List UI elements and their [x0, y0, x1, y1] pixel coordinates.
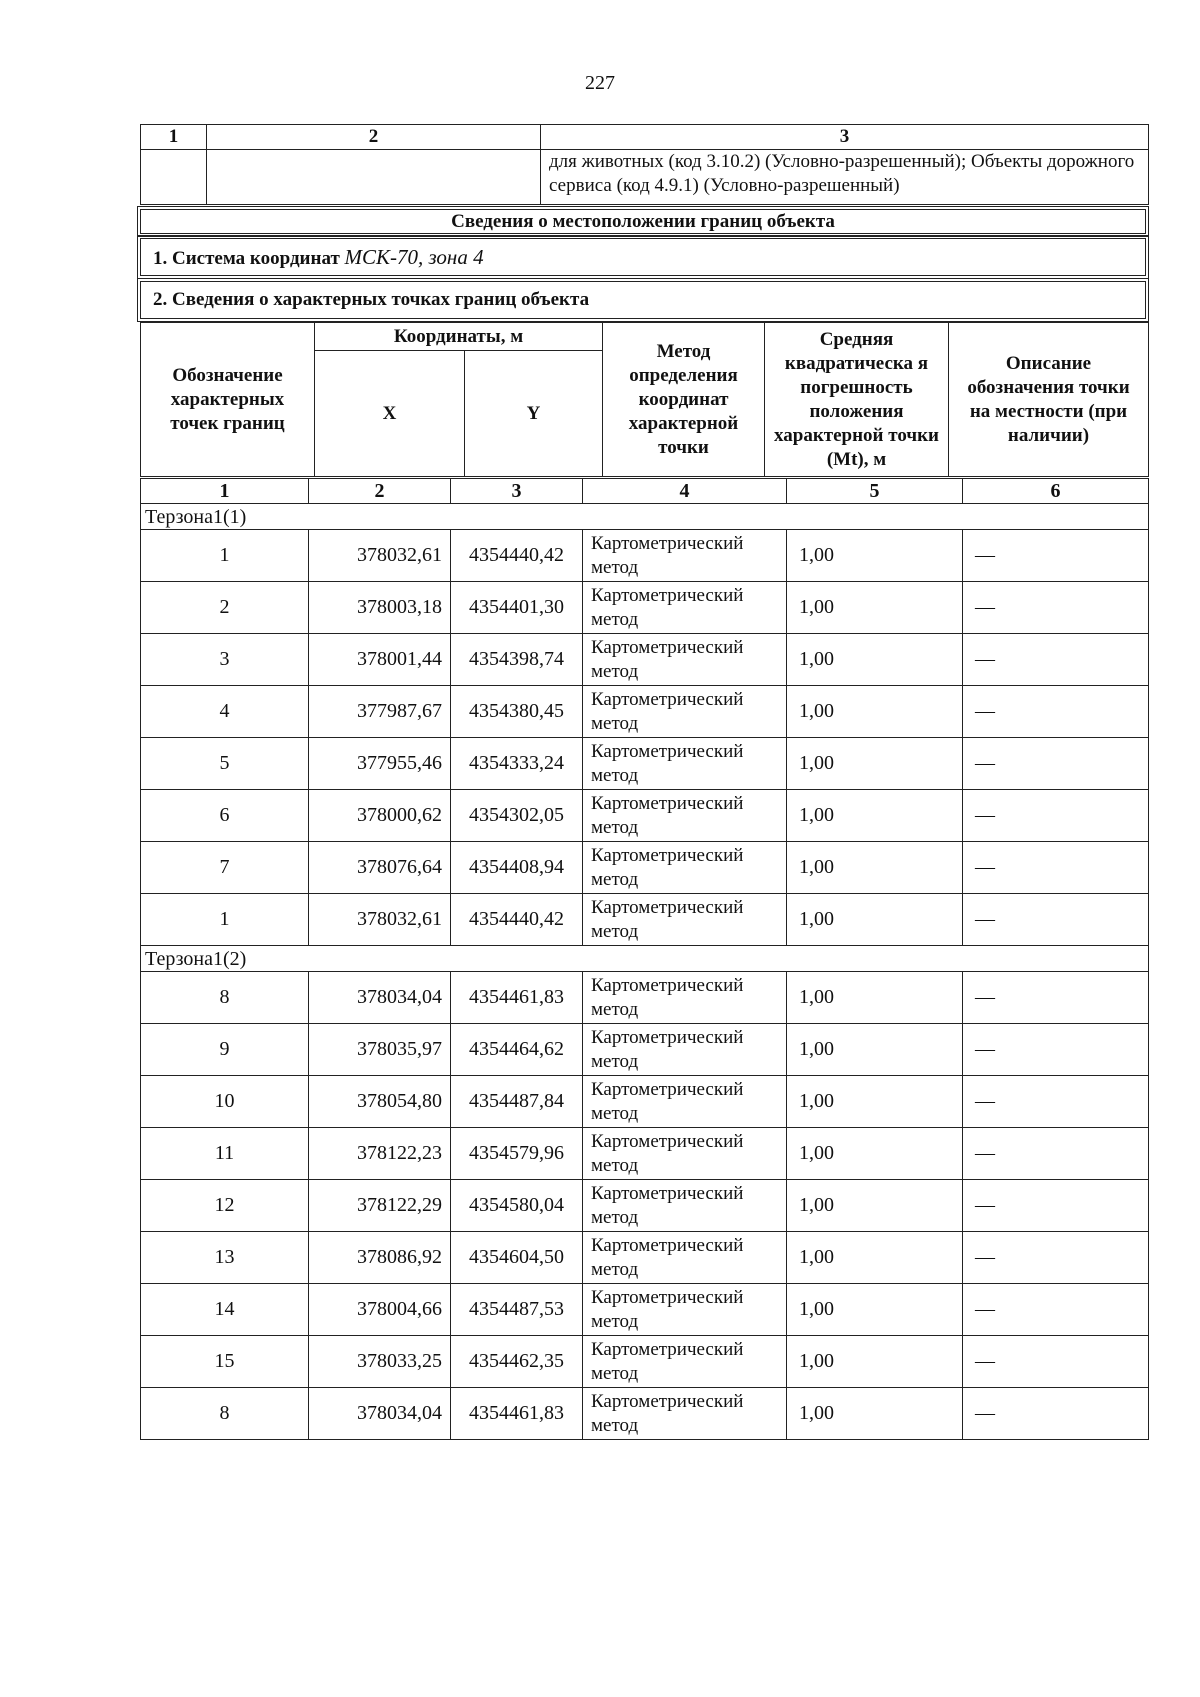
continuation-cell-3: для животных (код 3.10.2) (Условно-разрешенный); Объекты дорожного сервиса (код 4.9.1) (Условно-разрешенный)	[541, 150, 1149, 205]
coord-y: 4354487,53	[451, 1284, 583, 1336]
coord-y: 4354462,35	[451, 1336, 583, 1388]
table-row	[141, 582, 1149, 634]
method-cell: Картометрический метод	[583, 1284, 787, 1336]
coord-x: 378122,29	[309, 1180, 451, 1232]
col-error-header: Средняя квадратическа я погрешность положения характерной точки (Mt), м	[765, 323, 949, 477]
point-number: 6	[141, 790, 309, 842]
group-name: Терзона1(1)	[141, 504, 1149, 530]
error-cell: 1,00	[787, 1232, 963, 1284]
col-method-header: Метод определения координат характерной точки	[603, 323, 765, 477]
point-number: 1	[141, 530, 309, 582]
description-cell: —	[963, 1336, 1149, 1388]
description-cell: —	[963, 1388, 1149, 1440]
coord-y: 4354440,42	[451, 894, 583, 946]
error-cell: 1,00	[787, 1180, 963, 1232]
description-cell: —	[963, 842, 1149, 894]
coord-y: 4354579,96	[451, 1128, 583, 1180]
column-number: 1	[141, 479, 309, 504]
method-cell: Картометрический метод	[583, 1232, 787, 1284]
continuation-header-row	[141, 125, 1149, 150]
column-numbers-row	[141, 479, 1149, 504]
point-number: 7	[141, 842, 309, 894]
description-cell: —	[963, 738, 1149, 790]
table-row	[141, 1180, 1149, 1232]
table-row	[141, 1024, 1149, 1076]
method-cell: Картометрический метод	[583, 972, 787, 1024]
error-cell: 1,00	[787, 634, 963, 686]
page-number: 227	[585, 72, 615, 94]
continuation-header-2: 2	[207, 125, 541, 150]
coord-y: 4354408,94	[451, 842, 583, 894]
coord-x: 377987,67	[309, 686, 451, 738]
table-row	[141, 842, 1149, 894]
coord-system-value: МСК-70, зона 4	[344, 245, 484, 269]
group-name: Терзона1(2)	[141, 946, 1149, 972]
error-cell: 1,00	[787, 1024, 963, 1076]
coord-y: 4354487,84	[451, 1076, 583, 1128]
coord-x: 378032,61	[309, 530, 451, 582]
column-number: 5	[787, 479, 963, 504]
method-cell: Картометрический метод	[583, 1076, 787, 1128]
description-cell: —	[963, 1076, 1149, 1128]
point-number: 13	[141, 1232, 309, 1284]
method-cell: Картометрический метод	[583, 894, 787, 946]
coord-x: 378004,66	[309, 1284, 451, 1336]
description-cell: —	[963, 530, 1149, 582]
error-cell: 1,00	[787, 972, 963, 1024]
description-cell: —	[963, 790, 1149, 842]
description-cell: —	[963, 894, 1149, 946]
error-cell: 1,00	[787, 894, 963, 946]
error-cell: 1,00	[787, 1388, 963, 1440]
method-cell: Картометрический метод	[583, 530, 787, 582]
column-number: 4	[583, 479, 787, 504]
table-row	[141, 686, 1149, 738]
method-cell: Картометрический метод	[583, 842, 787, 894]
coord-x: 378033,25	[309, 1336, 451, 1388]
coord-x: 378035,97	[309, 1024, 451, 1076]
point-number: 12	[141, 1180, 309, 1232]
continuation-header-3: 3	[541, 125, 1149, 150]
error-cell: 1,00	[787, 530, 963, 582]
table-row	[141, 894, 1149, 946]
coord-x: 378076,64	[309, 842, 451, 894]
coord-x: 378054,80	[309, 1076, 451, 1128]
point-number: 9	[141, 1024, 309, 1076]
method-cell: Картометрический метод	[583, 1180, 787, 1232]
description-cell: —	[963, 1128, 1149, 1180]
col-y-header: Y	[465, 351, 603, 477]
description-cell: —	[963, 1024, 1149, 1076]
point-number: 8	[141, 972, 309, 1024]
table-row	[141, 1284, 1149, 1336]
method-cell: Картометрический метод	[583, 1388, 787, 1440]
table-row	[141, 738, 1149, 790]
col-designation-header: Обозначение характерных точек границ	[141, 323, 315, 477]
coord-y: 4354401,30	[451, 582, 583, 634]
group-row	[141, 946, 1149, 972]
coord-y: 4354333,24	[451, 738, 583, 790]
coord-y: 4354398,74	[451, 634, 583, 686]
points-title: 2. Сведения о характерных точках границ объекта	[140, 281, 1146, 319]
table-row	[141, 1336, 1149, 1388]
error-cell: 1,00	[787, 738, 963, 790]
point-number: 15	[141, 1336, 309, 1388]
description-cell: —	[963, 582, 1149, 634]
coord-y: 4354580,04	[451, 1180, 583, 1232]
description-cell: —	[963, 1284, 1149, 1336]
coord-y: 4354440,42	[451, 530, 583, 582]
continuation-table	[140, 124, 1149, 205]
method-cell: Картометрический метод	[583, 1128, 787, 1180]
method-cell: Картометрический метод	[583, 1024, 787, 1076]
continuation-cell-2	[207, 150, 541, 205]
table-row	[141, 634, 1149, 686]
point-number: 2	[141, 582, 309, 634]
coord-x: 378086,92	[309, 1232, 451, 1284]
coord-y: 4354461,83	[451, 1388, 583, 1440]
point-number: 1	[141, 894, 309, 946]
error-cell: 1,00	[787, 1284, 963, 1336]
points-table	[140, 478, 1149, 1440]
point-number: 3	[141, 634, 309, 686]
coord-y: 4354604,50	[451, 1232, 583, 1284]
method-cell: Картометрический метод	[583, 582, 787, 634]
point-number: 5	[141, 738, 309, 790]
coord-system-row	[140, 238, 1146, 276]
continuation-header-1: 1	[141, 125, 207, 150]
error-cell: 1,00	[787, 686, 963, 738]
point-number: 8	[141, 1388, 309, 1440]
coord-x: 378001,44	[309, 634, 451, 686]
table-row	[141, 1388, 1149, 1440]
point-number: 4	[141, 686, 309, 738]
coord-x: 377955,46	[309, 738, 451, 790]
coord-x: 378003,18	[309, 582, 451, 634]
description-cell: —	[963, 972, 1149, 1024]
coord-system-label: 1. Система координат	[153, 248, 340, 269]
method-cell: Картометрический метод	[583, 686, 787, 738]
table-row	[141, 1076, 1149, 1128]
error-cell: 1,00	[787, 582, 963, 634]
description-cell: —	[963, 1232, 1149, 1284]
col-coordinates-header: Координаты, м	[315, 323, 603, 351]
coord-x: 378032,61	[309, 894, 451, 946]
method-cell: Картометрический метод	[583, 738, 787, 790]
coord-y: 4354464,62	[451, 1024, 583, 1076]
method-cell: Картометрический метод	[583, 1336, 787, 1388]
error-cell: 1,00	[787, 1128, 963, 1180]
point-number: 10	[141, 1076, 309, 1128]
group-row	[141, 504, 1149, 530]
point-number: 14	[141, 1284, 309, 1336]
coord-y: 4354380,45	[451, 686, 583, 738]
col-description-header: Описание обозначения точки на местности (при наличии)	[949, 323, 1149, 477]
col-x-header: X	[315, 351, 465, 477]
description-cell: —	[963, 686, 1149, 738]
section-title: Сведения о местоположении границ объекта	[140, 209, 1146, 234]
columns-header-table	[140, 322, 1149, 477]
column-number: 2	[309, 479, 451, 504]
description-cell: —	[963, 1180, 1149, 1232]
table-row	[141, 530, 1149, 582]
coord-x: 378122,23	[309, 1128, 451, 1180]
continuation-cell-1	[141, 150, 207, 205]
table-row	[141, 1232, 1149, 1284]
point-number: 11	[141, 1128, 309, 1180]
column-number: 3	[451, 479, 583, 504]
error-cell: 1,00	[787, 1076, 963, 1128]
coord-y: 4354461,83	[451, 972, 583, 1024]
error-cell: 1,00	[787, 790, 963, 842]
error-cell: 1,00	[787, 1336, 963, 1388]
error-cell: 1,00	[787, 842, 963, 894]
column-number: 6	[963, 479, 1149, 504]
description-cell: —	[963, 634, 1149, 686]
table-row	[141, 1128, 1149, 1180]
coord-x: 378034,04	[309, 972, 451, 1024]
table-row	[141, 972, 1149, 1024]
coord-x: 378034,04	[309, 1388, 451, 1440]
coord-x: 378000,62	[309, 790, 451, 842]
method-cell: Картометрический метод	[583, 634, 787, 686]
continuation-body-row	[141, 150, 1149, 205]
coord-y: 4354302,05	[451, 790, 583, 842]
method-cell: Картометрический метод	[583, 790, 787, 842]
table-row	[141, 790, 1149, 842]
